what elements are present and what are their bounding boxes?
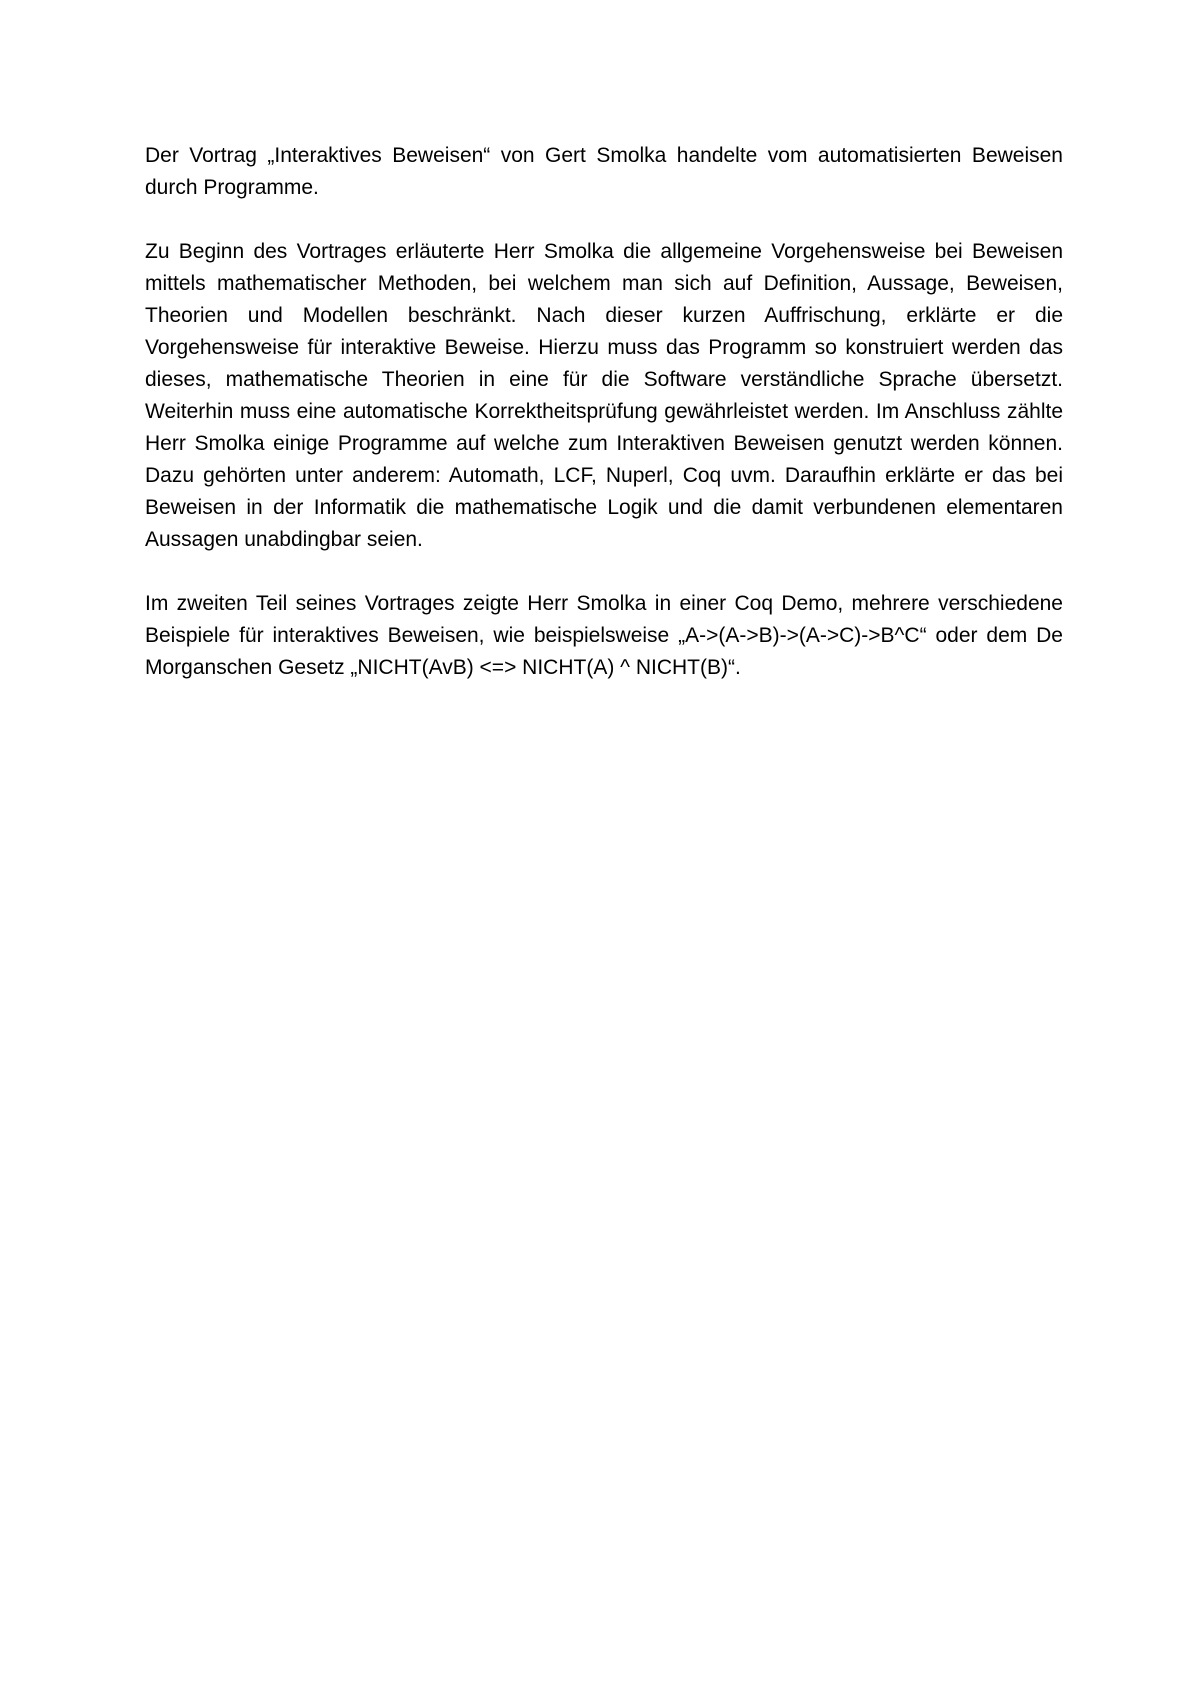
paragraph-main: Zu Beginn des Vortrages erläuterte Herr Smolka die allgemeine Vorgehensweise bei Beweisen mittels mathematischer Methoden, bei welchem man sich auf Definition, Aussage, Beweisen, Theorien und Modellen beschränkt. Nach dieser kurzen Auffrischung, erklärte er die Vorgehensweise für interaktive Beweise. Hierzu muss das Programm so konstruiert werden das dieses, mathematische Theorien in eine für die Software verständliche Sprache übersetzt. Weiterhin muss eine automatische Korrektheitsprüfung gewährleistet werden. Im Anschluss zählte Herr Smolka einige Programme auf welche zum Interaktiven Beweisen genutzt werden können. Dazu gehörten unter anderem: Automath, LCF, Nuperl, Coq uvm. Daraufhin erklärte er das bei Beweisen in der Informatik die mathematische Logik und die damit verbundenen elementaren Aussagen unabdingbar seien. [145, 240, 1063, 551]
paragraph-demo: Im zweiten Teil seines Vortrages zeigte Herr Smolka in einer Coq Demo, mehrere verschiedene Beispiele für interaktives Beweisen, wie beispielsweise „A->(A->B)->(A->C)->B^C“ oder dem De Morganschen Gesetz „NICHT(AvB) <=> NICHT(A) ^ NICHT(B)“. [145, 592, 1063, 679]
paragraph-intro: Der Vortrag „Interaktives Beweisen“ von Gert Smolka handelte vom automatisierten Beweisen durch Programme. [145, 144, 1063, 199]
document-body [145, 140, 1063, 716]
